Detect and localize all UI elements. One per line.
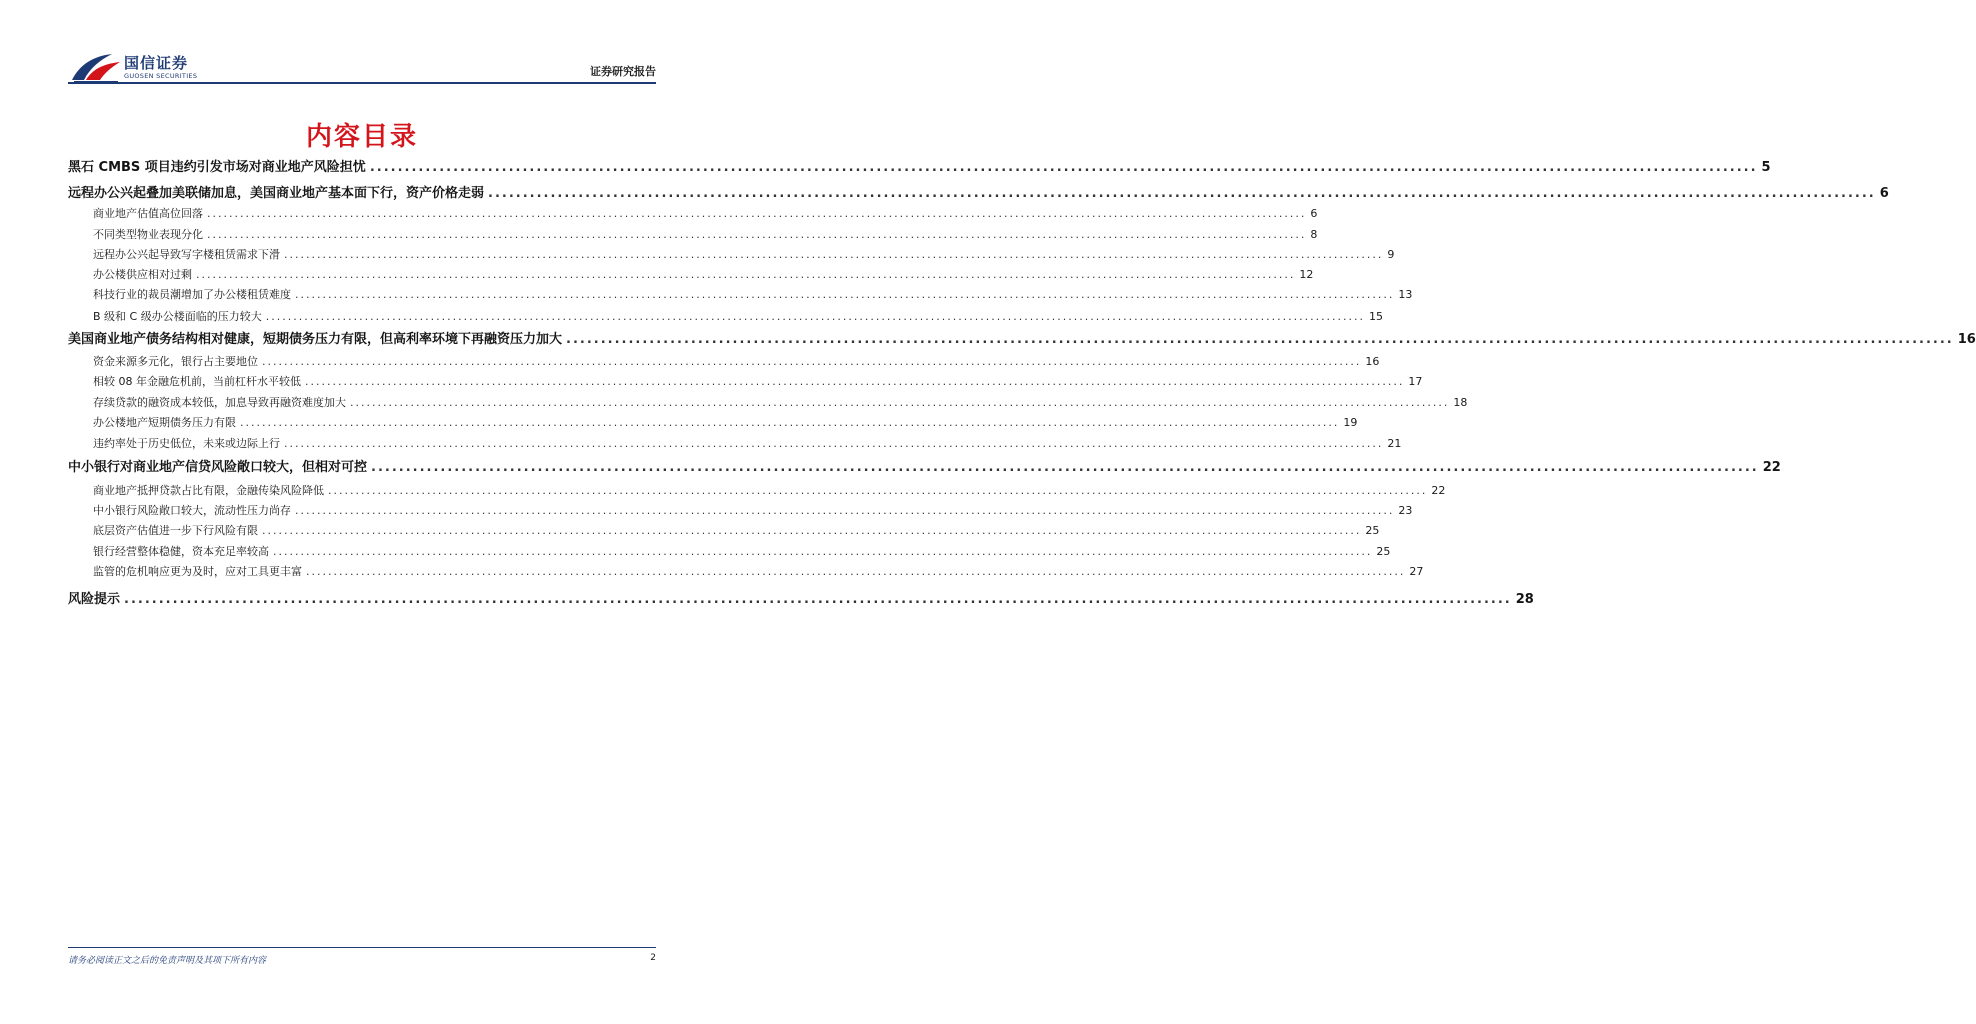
- toc-entry-label: 商业地产估值高位回落: [93, 207, 203, 220]
- toc-section-entry[interactable]: [68, 156, 1771, 175]
- toc-section-entry[interactable]: [68, 328, 1976, 347]
- toc-entry-label: 中小银行风险敞口较大，流动性压力尚存: [93, 504, 291, 517]
- toc-entry-page: 22: [1762, 460, 1781, 475]
- guosen-logo-icon: [70, 50, 122, 86]
- toc-entry-page: 15: [1369, 310, 1384, 323]
- toc-leader-dots: ........................................................................................................................................................................................................: [305, 375, 1405, 388]
- page-header: [0, 0, 724, 90]
- toc-entry-page: 27: [1409, 565, 1424, 578]
- guosen-logo: [70, 50, 210, 86]
- toc-leader-dots: ........................................................................................................................................................................................................: [207, 228, 1307, 241]
- toc-subsection-entry[interactable]: [93, 353, 1380, 369]
- toc-subsection-entry[interactable]: [93, 435, 1402, 451]
- toc-leader-dots: ........................................................................................................................................................................................................: [196, 268, 1296, 281]
- toc-leader-dots: ........................................................................................................................................................................................................: [350, 396, 1450, 409]
- toc-subsection-entry[interactable]: [93, 226, 1318, 242]
- toc-entry-label: 科技行业的裁员潮增加了办公楼租赁难度: [93, 288, 291, 301]
- toc-subsection-entry[interactable]: [93, 373, 1423, 389]
- toc-entry-page: 18: [1453, 396, 1468, 409]
- toc-leader-dots: ........................................................................................................................................................................................................: [295, 504, 1395, 517]
- toc-entry-label: 商业地产抵押贷款占比有限，金融传染风险降低: [93, 484, 324, 497]
- toc-entry-page: 25: [1376, 545, 1391, 558]
- toc-entry-label: 美国商业地产债务结构相对健康，短期债务压力有限，但高利率环境下再融资压力加大: [68, 332, 563, 347]
- brand-name-en: GUOSEN SECURITIES: [124, 72, 198, 80]
- toc-subsection-entry[interactable]: [93, 563, 1424, 579]
- toc-subsection-entry[interactable]: [93, 286, 1413, 302]
- toc-subsection-entry[interactable]: [93, 502, 1413, 518]
- toc-entry-label: 资金来源多元化，银行占主要地位: [93, 355, 258, 368]
- toc-title: 内容目录: [305, 122, 418, 152]
- toc-entry-page: 16: [1957, 332, 1976, 347]
- toc-entry-label: 不同类型物业表现分化: [93, 228, 203, 241]
- toc-subsection-entry[interactable]: [93, 266, 1314, 282]
- toc-entry-page: 17: [1408, 375, 1423, 388]
- toc-entry-label: 远程办公兴起叠加美联储加息，美国商业地产基本面下行，资产价格走弱: [68, 186, 485, 201]
- toc-leader-dots: ........................................................................................................................................................................................................: [284, 248, 1384, 261]
- toc-subsection-entry[interactable]: [93, 522, 1380, 538]
- toc-leader-dots: ........................................................................................................................................................................................................: [566, 332, 1954, 347]
- toc-leader-dots: ........................................................................................................................................................................................................: [262, 524, 1362, 537]
- toc-entry-page: 23: [1398, 504, 1413, 517]
- toc-entry-label: 远程办公兴起导致写字楼租赁需求下滑: [93, 248, 280, 261]
- toc-section-entry[interactable]: [68, 182, 1889, 201]
- brand-name-cn: 国信证券: [124, 54, 189, 72]
- toc-section-entry[interactable]: [68, 456, 1781, 475]
- toc-leader-dots: ........................................................................................................................................................................................................: [124, 592, 1512, 607]
- toc-leader-dots: ........................................................................................................................................................................................................: [262, 355, 1362, 368]
- toc-subsection-entry[interactable]: [93, 414, 1358, 430]
- toc-entry-label: 银行经营整体稳健，资本充足率较高: [93, 545, 269, 558]
- toc-subsection-entry[interactable]: [93, 482, 1446, 498]
- toc-entry-page: 9: [1387, 248, 1395, 261]
- toc-entry-page: 8: [1310, 228, 1318, 241]
- footer-divider: [68, 947, 656, 948]
- toc-leader-dots: ........................................................................................................................................................................................................: [369, 160, 1758, 175]
- toc-entry-label: 黑石 CMBS 项目违约引发市场对商业地产风险担忧: [68, 160, 366, 175]
- toc-leader-dots: ........................................................................................................................................................................................................: [207, 207, 1307, 220]
- disclaimer-text: 请务必阅读正文之后的免责声明及其项下所有内容: [68, 956, 267, 966]
- toc-entry-page: 19: [1343, 416, 1358, 429]
- toc-leader-dots: ........................................................................................................................................................................................................: [240, 416, 1340, 429]
- toc-entry-label: 相较 08 年金融危机前，当前杠杆水平较低: [93, 375, 301, 388]
- toc-leader-dots: ........................................................................................................................................................................................................: [295, 288, 1395, 301]
- toc-leader-dots: ........................................................................................................................................................................................................: [371, 460, 1759, 475]
- toc-leader-dots: ........................................................................................................................................................................................................: [284, 437, 1384, 450]
- toc-section-entry[interactable]: [68, 588, 1534, 607]
- toc-entry-page: 5: [1761, 160, 1771, 175]
- toc-entry-page: 6: [1310, 207, 1318, 220]
- toc-entry-page: 25: [1365, 524, 1380, 537]
- toc-subsection-entry[interactable]: [93, 246, 1395, 262]
- toc-entry-label: 存续贷款的融资成本较低，加息导致再融资难度加大: [93, 396, 346, 409]
- toc-subsection-entry[interactable]: [93, 394, 1468, 410]
- toc-leader-dots: ........................................................................................................................................................................................................: [488, 186, 1876, 201]
- toc-entry-label: B 级和 C 级办公楼面临的压力较大: [93, 310, 262, 323]
- toc-subsection-entry[interactable]: [93, 308, 1384, 324]
- toc-entry-label: 违约率处于历史低位，未来或边际上行: [93, 437, 280, 450]
- toc-entry-page: 28: [1515, 592, 1534, 607]
- toc-leader-dots: ........................................................................................................................................................................................................: [273, 545, 1373, 558]
- toc-subsection-entry[interactable]: [93, 543, 1391, 559]
- toc-entry-label: 风险提示: [68, 592, 121, 607]
- toc-entry-page: 21: [1387, 437, 1402, 450]
- header-divider: [68, 82, 656, 84]
- toc-entry-label: 底层资产估值进一步下行风险有限: [93, 524, 258, 537]
- toc-entry-label: 中小银行对商业地产信贷风险敞口较大，但相对可控: [68, 460, 368, 475]
- toc-entry-label: 办公楼地产短期债务压力有限: [93, 416, 236, 429]
- toc-entry-page: 16: [1365, 355, 1380, 368]
- toc-leader-dots: ........................................................................................................................................................................................................: [265, 310, 1366, 323]
- report-type-label: 证券研究报告: [590, 65, 656, 78]
- toc-entry-page: 22: [1431, 484, 1446, 497]
- toc-entry-label: 监管的危机响应更为及时，应对工具更丰富: [93, 565, 302, 578]
- toc-entry-label: 办公楼供应相对过剩: [93, 268, 192, 281]
- page-number: 2: [650, 953, 656, 963]
- toc-leader-dots: ........................................................................................................................................................................................................: [328, 484, 1428, 497]
- toc-leader-dots: ........................................................................................................................................................................................................: [306, 565, 1406, 578]
- toc-subsection-entry[interactable]: [93, 205, 1318, 221]
- toc-entry-page: 13: [1398, 288, 1413, 301]
- toc-entry-page: 12: [1299, 268, 1314, 281]
- toc-entry-page: 6: [1879, 186, 1889, 201]
